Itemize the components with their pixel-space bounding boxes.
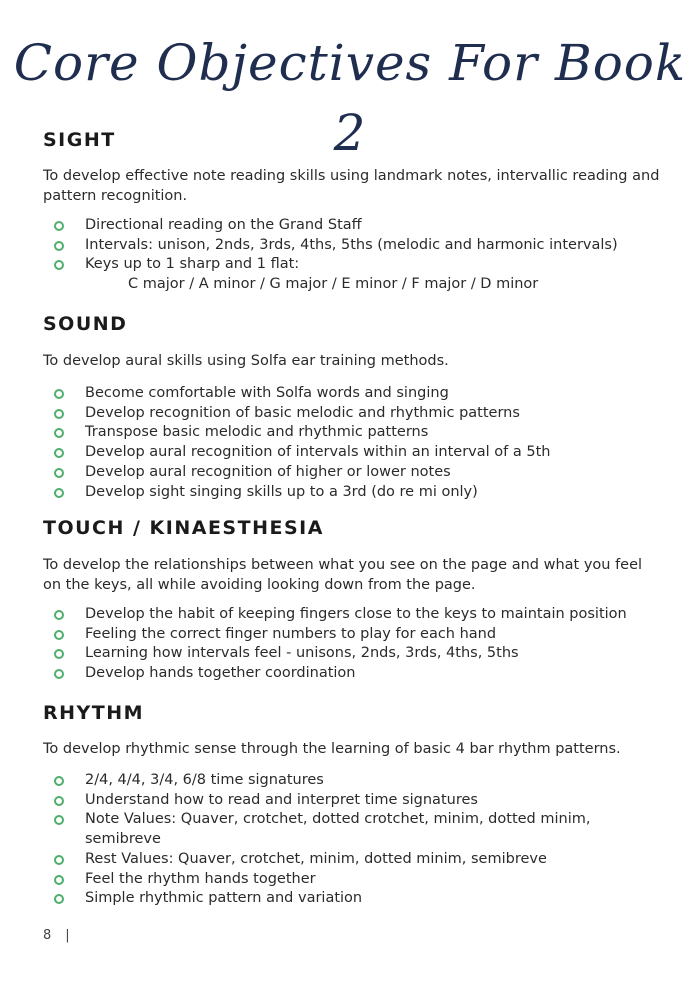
- list-item: [43, 384, 663, 404]
- list-item: [43, 771, 663, 791]
- list-item: [43, 236, 663, 256]
- list-item: [43, 625, 663, 645]
- list-item: [43, 644, 663, 664]
- list-item-text: Develop the habit of keeping fingers close to the keys to maintain position: [85, 606, 627, 622]
- list-item: [43, 605, 663, 625]
- section-intro: To develop the relationships between what you see on the page and what you feel on the keys, all while avoiding looking down from the page.: [43, 557, 643, 593]
- circle-bullet-icon: [54, 776, 64, 786]
- list-item: [43, 870, 663, 890]
- section-rhythm: [43, 701, 663, 909]
- list-item-text: Keys up to 1 sharp and 1 flat:: [85, 256, 300, 273]
- list-item-text: Develop aural recognition of intervals within an interval of a 5th: [85, 444, 551, 461]
- objective-list: [43, 605, 663, 684]
- circle-bullet-icon: [54, 409, 64, 419]
- section-heading: RHYTHM: [43, 702, 145, 724]
- list-item-text: Feel the rhythm hands together: [85, 870, 316, 887]
- circle-bullet-icon: [54, 669, 64, 679]
- footer-separator: |: [65, 928, 70, 943]
- circle-bullet-icon: [54, 488, 64, 498]
- list-item-text: Develop hands together coordination: [85, 665, 356, 682]
- list-item-text: Develop aural recognition of higher or lower notes: [85, 463, 451, 480]
- objective-list: [43, 216, 663, 295]
- list-item: [43, 483, 663, 503]
- circle-bullet-icon: [54, 221, 64, 231]
- section-heading: SIGHT: [43, 129, 116, 151]
- list-item-text: Directional reading on the Grand Staff: [85, 217, 362, 233]
- list-item-text: Learning how intervals feel - unisons, 2nds, 3rds, 4ths, 5ths: [85, 645, 519, 662]
- page-footer: [43, 928, 70, 943]
- list-item: [43, 810, 663, 849]
- section-heading: TOUCH / KINAESTHESIA: [43, 517, 324, 539]
- circle-bullet-icon: [54, 815, 64, 825]
- list-item-text: Develop recognition of basic melodic and rhythmic patterns: [85, 404, 520, 421]
- list-item-text: Rest Values: Quaver, crotchet, minim, dotted minim, semibreve: [85, 850, 547, 867]
- section-sound: [43, 312, 663, 502]
- section-intro: To develop effective note reading skills using landmark notes, intervallic reading and pattern recognition.: [43, 168, 660, 204]
- circle-bullet-icon: [54, 855, 64, 865]
- objective-list: [43, 384, 663, 502]
- list-item-text: Simple rhythmic pattern and variation: [85, 890, 363, 907]
- list-item: [43, 443, 663, 463]
- page-number: 8: [43, 928, 52, 943]
- circle-bullet-icon: [54, 796, 64, 806]
- list-item-text: Become comfortable with Solfa words and singing: [85, 385, 449, 401]
- circle-bullet-icon: [54, 630, 64, 640]
- section-touch: [43, 516, 663, 684]
- list-item: [43, 216, 663, 236]
- list-item: [43, 463, 663, 483]
- key-list: C major / A minor / G major / E minor / F major / D minor: [128, 276, 539, 293]
- list-item-text: Develop sight singing skills up to a 3rd (do re mi only): [85, 483, 478, 500]
- circle-bullet-icon: [54, 241, 64, 251]
- list-item-text: Note Values: Quaver, crotchet, dotted crotchet, minim, dotted minim, semibreve: [85, 811, 591, 848]
- page-title: Core Objectives For Book 2: [13, 34, 687, 162]
- circle-bullet-icon: [54, 260, 64, 270]
- list-item-text: Intervals: unison, 2nds, 3rds, 4ths, 5ths (melodic and harmonic intervals): [85, 236, 618, 253]
- circle-bullet-icon: [54, 389, 64, 399]
- list-item-text: Understand how to read and interpret time signatures: [85, 791, 478, 808]
- section-heading: SOUND: [43, 313, 128, 335]
- circle-bullet-icon: [54, 875, 64, 885]
- circle-bullet-icon: [54, 428, 64, 438]
- section-sight: [43, 128, 663, 295]
- list-item: [43, 664, 663, 684]
- circle-bullet-icon: [54, 649, 64, 659]
- list-item: [43, 850, 663, 870]
- circle-bullet-icon: [54, 894, 64, 904]
- list-item: [43, 255, 663, 294]
- section-intro: To develop aural skills using Solfa ear training methods.: [43, 353, 449, 369]
- list-item: [43, 889, 663, 909]
- section-intro: To develop rhythmic sense through the learning of basic 4 bar rhythm patterns.: [43, 741, 621, 757]
- list-item-text: 2/4, 4/4, 3/4, 6/8 time signatures: [85, 772, 324, 788]
- objective-list: [43, 771, 663, 909]
- circle-bullet-icon: [54, 610, 64, 620]
- circle-bullet-icon: [54, 448, 64, 458]
- circle-bullet-icon: [54, 468, 64, 478]
- list-item: [43, 404, 663, 424]
- list-item-text: Transpose basic melodic and rhythmic patterns: [85, 424, 429, 441]
- list-item: [43, 423, 663, 443]
- list-item: [43, 791, 663, 811]
- list-item-text: Feeling the correct finger numbers to play for each hand: [85, 625, 497, 642]
